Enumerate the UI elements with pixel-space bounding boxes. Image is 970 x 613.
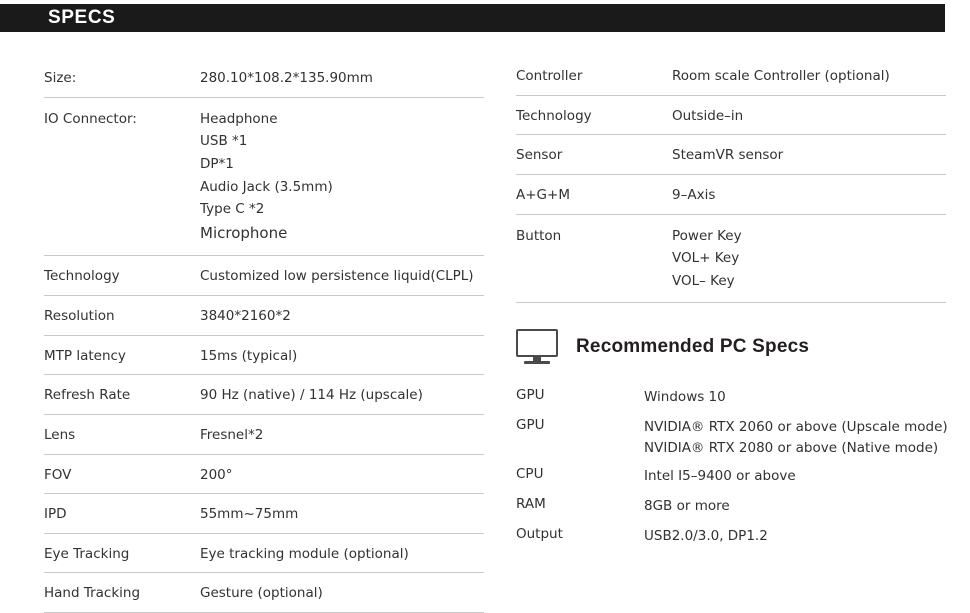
table-row (44, 375, 484, 415)
pc-specs-title: Recommended PC Specs (576, 336, 810, 358)
spec-value-line: SteamVR sensor (672, 147, 784, 164)
spec-value (672, 56, 946, 95)
spec-value-line: Microphone (200, 223, 288, 242)
recommended-pc-specs-section (516, 329, 946, 552)
spec-label: Button (516, 227, 562, 244)
spec-label: IO Connector: (44, 110, 137, 127)
pc-spec-label: CPU (516, 465, 544, 482)
spec-value (200, 375, 484, 414)
spec-value (200, 573, 484, 612)
spec-value-line: USB *1 (200, 133, 248, 150)
table-row (44, 455, 484, 495)
table-row (44, 494, 484, 534)
list-item (516, 492, 946, 522)
table-row (516, 56, 946, 96)
list-item (516, 522, 946, 552)
spec-value-line: Type C *2 (200, 201, 265, 218)
spec-label: Resolution (44, 308, 115, 325)
page-title: SPECS (48, 7, 116, 28)
spec-value-line: VOL+ Key (672, 250, 740, 267)
table-row (516, 96, 946, 136)
pc-spec-value (644, 462, 946, 490)
spec-value (672, 96, 946, 135)
spec-value-line: VOL– Key (672, 272, 735, 289)
pc-spec-value (644, 413, 948, 462)
table-row (44, 296, 484, 336)
spec-value-line: 3840*2160*2 (200, 308, 291, 325)
list-item (516, 383, 946, 413)
spec-value-line: Fresnel*2 (200, 426, 264, 443)
table-row (516, 175, 946, 215)
pc-spec-label: RAM (516, 495, 546, 512)
spec-value (200, 296, 484, 335)
pc-spec-value (644, 522, 946, 550)
specs-header-bar (0, 4, 945, 32)
list-item (516, 462, 946, 492)
pc-spec-value-line: Intel I5–9400 or above (644, 467, 796, 484)
spec-value-line: Headphone (200, 110, 278, 127)
spec-value (200, 534, 484, 573)
spec-value-line: 15ms (typical) (200, 347, 298, 364)
spec-value-line: DP*1 (200, 155, 234, 172)
spec-value-line: Audio Jack (3.5mm) (200, 178, 333, 195)
spec-value (200, 494, 484, 533)
pc-spec-value-line: NVIDIA® RTX 2060 or above (Upscale mode) (644, 419, 948, 436)
spec-label: FOV (44, 466, 72, 483)
table-row (516, 215, 946, 304)
spec-label: Technology (516, 107, 592, 124)
spec-value (200, 455, 484, 494)
table-row (44, 534, 484, 574)
spec-label: IPD (44, 506, 67, 523)
list-item (516, 413, 946, 462)
spec-value-line: 9–Axis (672, 186, 716, 203)
spec-label: Controller (516, 68, 583, 84)
spec-label: Eye Tracking (44, 545, 130, 562)
spec-label: Hand Tracking (44, 585, 141, 602)
spec-value-line: Eye tracking module (optional) (200, 545, 409, 562)
pc-spec-label: Output (516, 525, 563, 542)
spec-value-line: 200° (200, 466, 233, 483)
specs-columns (0, 40, 970, 600)
spec-value-line: 90 Hz (native) / 114 Hz (upscale) (200, 387, 423, 404)
monitor-icon (516, 329, 560, 365)
spec-value-line: Power Key (672, 227, 742, 244)
spec-label: Size: (44, 70, 77, 86)
pc-spec-value-line: NVIDIA® RTX 2080 or above (Native mode) (644, 439, 939, 456)
spec-label: Technology (44, 268, 120, 285)
table-row (44, 415, 484, 455)
right-spec-table (516, 56, 946, 552)
spec-label: Refresh Rate (44, 387, 131, 404)
pc-specs-header (516, 329, 946, 365)
spec-value (200, 256, 484, 295)
pc-spec-value-line: Windows 10 (644, 389, 726, 406)
spec-value-line: Outside–in (672, 107, 744, 124)
pc-spec-value-line: USB2.0/3.0, DP1.2 (644, 527, 768, 544)
spec-label: Lens (44, 426, 76, 443)
spec-value (200, 336, 484, 375)
spec-value (200, 98, 484, 256)
table-row (44, 58, 484, 98)
table-row (44, 336, 484, 376)
spec-value-line: Room scale Controller (optional) (672, 68, 890, 84)
pc-spec-label: GPU (516, 387, 545, 404)
spec-value-line: 55mm~75mm (200, 506, 299, 523)
table-row (516, 135, 946, 175)
pc-spec-value (644, 383, 946, 411)
spec-value (672, 175, 946, 214)
pc-spec-value (644, 492, 946, 520)
table-row (44, 573, 484, 613)
pc-spec-value-line: 8GB or more (644, 497, 730, 514)
spec-value (200, 415, 484, 454)
spec-label: MTP latency (44, 347, 126, 364)
spec-label: Sensor (516, 147, 563, 164)
spec-value (200, 58, 484, 97)
pc-spec-label: GPU (516, 417, 545, 434)
table-row (44, 98, 484, 257)
spec-value-line: 280.10*108.2*135.90mm (200, 70, 373, 86)
spec-value-line: Customized low persistence liquid(CLPL) (200, 268, 474, 285)
table-row (44, 256, 484, 296)
spec-value (672, 135, 946, 174)
spec-label: A+G+M (516, 186, 570, 203)
left-spec-table (44, 58, 484, 613)
spec-value (672, 215, 946, 303)
spec-value-line: Gesture (optional) (200, 585, 323, 602)
